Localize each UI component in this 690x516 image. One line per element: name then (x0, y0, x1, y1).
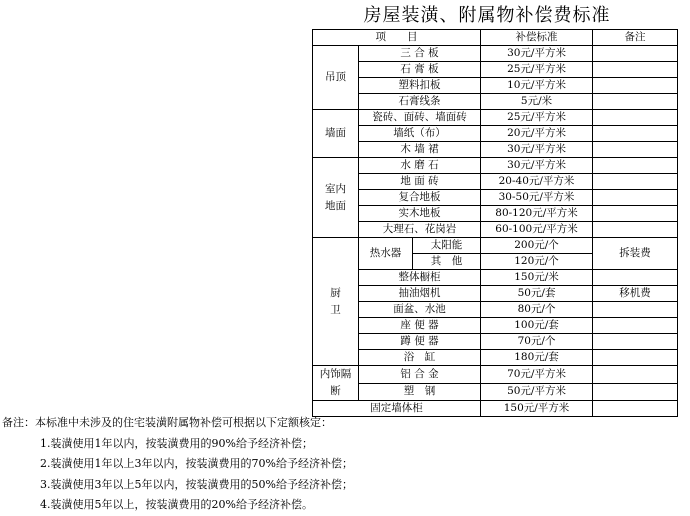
table-row (313, 94, 678, 110)
price-cell: 80-120元/平方米 (481, 206, 593, 222)
item-cell: 石 膏 板 (359, 62, 481, 78)
item-cell: 抽油烟机 (359, 286, 481, 302)
price-cell: 30元/平方米 (481, 142, 593, 158)
item-cell: 塑 钢 (359, 383, 481, 401)
remark-cell (593, 46, 678, 62)
item-cell: 其 他 (413, 254, 481, 270)
price-cell: 10元/平方米 (481, 78, 593, 94)
group-floor (313, 158, 359, 238)
remark-cell (593, 302, 678, 318)
price-cell: 150元/米 (481, 270, 593, 286)
table-row (313, 78, 678, 94)
item-cell: 太阳能 (413, 238, 481, 254)
price-cell: 50元/平方米 (481, 383, 593, 401)
table-row (313, 383, 678, 401)
compensation-table (312, 29, 678, 417)
table-row (313, 126, 678, 142)
remark-cell: 移机费 (593, 286, 678, 302)
price-cell: 30元/平方米 (481, 158, 593, 174)
note-line: 3.装潢使用3年以上5年以内，按装潢费用的50%给予经济补偿； (40, 477, 353, 491)
remark-cell (593, 270, 678, 286)
group-kitchen-line2: 卫 (330, 303, 341, 316)
item-cell: 固定墙体柜 (313, 401, 481, 417)
group-partition-line1: 内饰隔 (319, 368, 352, 380)
price-cell: 80元/个 (481, 302, 593, 318)
item-cell: 大理石、花岗岩 (359, 222, 481, 238)
note-line: 2.装潢使用1年以上3年以内，按装潢费用的70%给予经济补偿； (40, 457, 353, 470)
page-title: 房屋装潢、附属物补偿费标准 (363, 5, 611, 26)
item-cell: 整体橱柜 (359, 270, 481, 286)
table-row (313, 110, 678, 126)
group-wall: 墙面 (313, 110, 359, 158)
water-heater-label: 热水器 (359, 238, 413, 270)
price-cell: 30-50元/平方米 (481, 190, 593, 206)
price-cell: 50元/套 (481, 286, 593, 302)
table-row (313, 286, 678, 302)
table-row (313, 318, 678, 334)
item-cell: 瓷砖、面砖、墙面砖 (359, 110, 481, 126)
item-cell: 面盆、水池 (359, 302, 481, 318)
item-cell: 蹲 便 器 (359, 334, 481, 350)
item-cell: 复合地板 (359, 190, 481, 206)
table-row (313, 174, 678, 190)
table-row (313, 62, 678, 78)
item-cell: 实木地板 (359, 206, 481, 222)
remark-cell (593, 142, 678, 158)
item-cell: 座 便 器 (359, 318, 481, 334)
price-cell: 25元/平方米 (481, 110, 593, 126)
header-item: 项 目 (313, 30, 481, 46)
table-row (313, 142, 678, 158)
remark-cell (593, 110, 678, 126)
remark-cell (593, 350, 678, 366)
table-row (313, 334, 678, 350)
table-row (313, 46, 678, 62)
group-floor-line1: 室内 (325, 182, 346, 195)
table-row (313, 158, 678, 174)
price-cell: 70元/个 (481, 334, 593, 350)
remark-cell (593, 383, 678, 401)
notes-intro: 备注：本标准中未涉及的住宅装潢附属物补偿可根据以下定额核定： (2, 416, 332, 429)
remark-cell (593, 174, 678, 190)
group-ceiling: 吊顶 (313, 46, 359, 110)
item-cell: 三 合 板 (359, 46, 481, 62)
price-cell: 120元/个 (481, 254, 593, 270)
remark-cell (593, 318, 678, 334)
table-header-row (313, 30, 678, 46)
remark-dismantle: 拆装费 (593, 238, 678, 270)
price-cell: 30元/平方米 (481, 46, 593, 62)
remark-cell (593, 190, 678, 206)
table-row (313, 238, 678, 254)
price-cell: 5元/米 (481, 94, 593, 110)
price-cell: 70元/平方米 (481, 366, 593, 384)
remark-cell (593, 94, 678, 110)
header-remark: 备注 (593, 30, 678, 46)
remark-cell (593, 206, 678, 222)
price-cell: 180元/套 (481, 350, 593, 366)
remark-cell (593, 78, 678, 94)
remark-cell (593, 62, 678, 78)
header-standard: 补偿标准 (481, 30, 593, 46)
price-cell: 200元/个 (481, 238, 593, 254)
price-cell: 100元/套 (481, 318, 593, 334)
item-cell: 石膏线条 (359, 94, 481, 110)
group-floor-line2: 地面 (325, 199, 346, 212)
remark-cell (593, 366, 678, 384)
table-row (313, 270, 678, 286)
price-cell: 150元/平方米 (481, 401, 593, 417)
item-cell: 铝 合 金 (359, 366, 481, 384)
remark-cell (593, 126, 678, 142)
item-cell: 水 磨 石 (359, 158, 481, 174)
table-row (313, 350, 678, 366)
table-row (313, 302, 678, 318)
price-cell: 20-40元/平方米 (481, 174, 593, 190)
group-partition (313, 366, 359, 401)
price-cell: 25元/平方米 (481, 62, 593, 78)
note-line: 1.装潢使用1年以内，按装潢费用的90%给予经济补偿； (40, 436, 313, 450)
note-line: 4.装潢使用5年以上，按装潢费用的20%给予经济补偿。 (40, 498, 313, 511)
item-cell: 木 墙 裙 (359, 142, 481, 158)
price-cell: 60-100元/平方米 (481, 222, 593, 238)
group-kitchen-line1: 厨 (330, 286, 341, 299)
item-cell: 塑料扣板 (359, 78, 481, 94)
remark-cell (593, 334, 678, 350)
table-row (313, 366, 678, 384)
notes-section (2, 413, 682, 516)
group-partition-line2: 断 (330, 385, 341, 397)
item-cell: 地 面 砖 (359, 174, 481, 190)
table-row (313, 190, 678, 206)
item-cell: 浴 缸 (359, 350, 481, 366)
remark-cell (593, 222, 678, 238)
group-kitchen (313, 238, 359, 366)
table-row (313, 206, 678, 222)
remark-cell (593, 158, 678, 174)
price-cell: 20元/平方米 (481, 126, 593, 142)
item-cell: 墙纸（布） (359, 126, 481, 142)
table-row (313, 222, 678, 238)
